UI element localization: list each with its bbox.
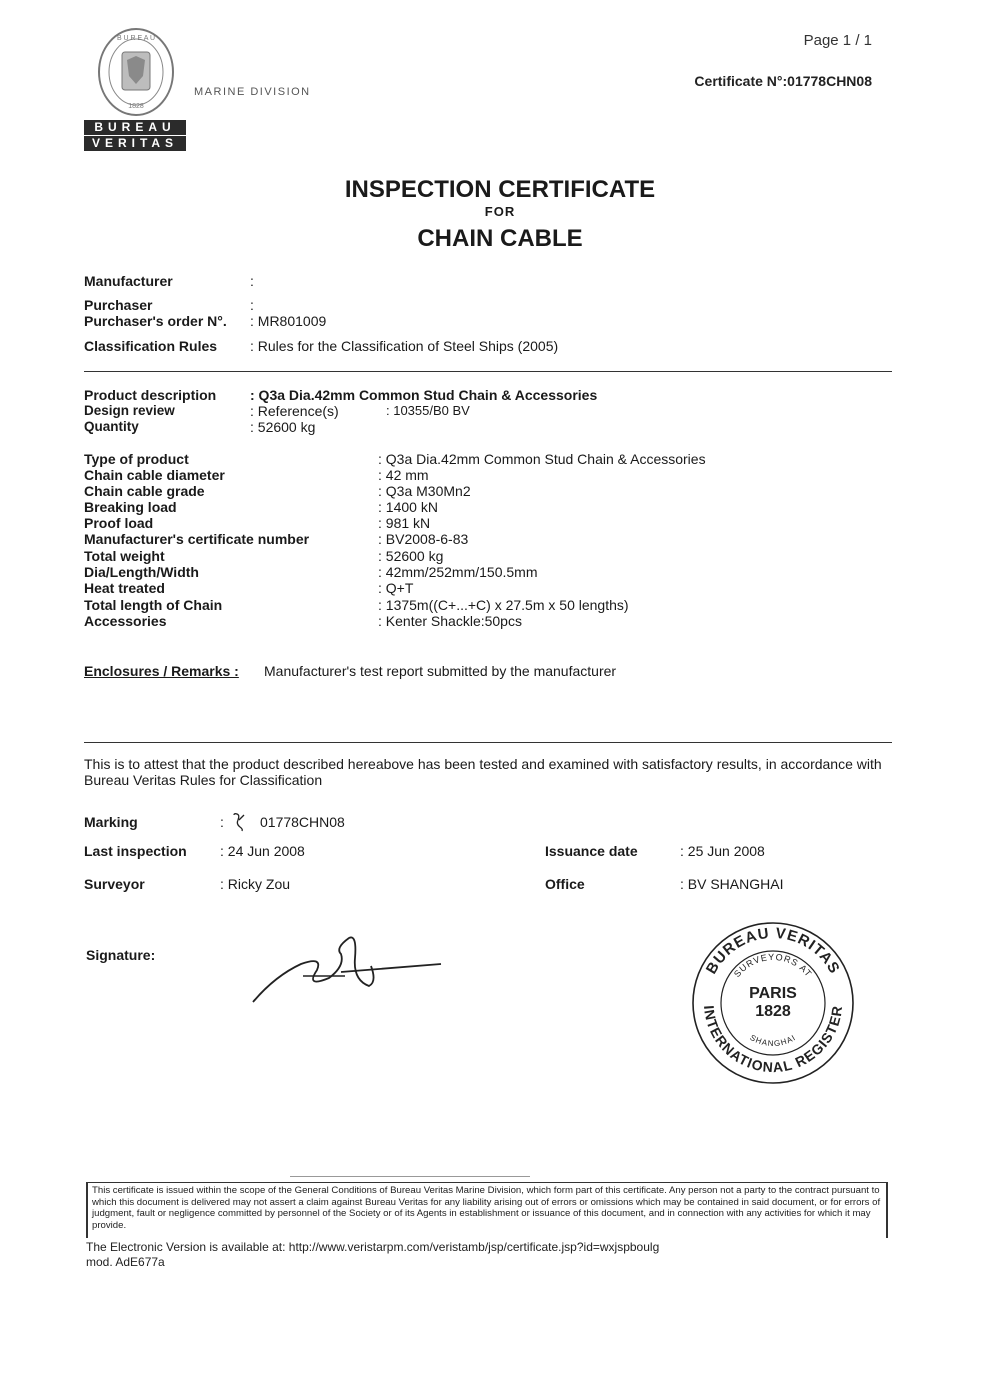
brand-wordmark: [84, 120, 186, 152]
division-name: MARINE DIVISION: [194, 86, 311, 98]
page-number: Page 1 / 1: [803, 32, 872, 49]
spec-value-proof-load: : 981 kN: [378, 515, 431, 531]
spec-value-total-length: : 1375m((C+...+C) x 27.5m x 50 lengths): [378, 597, 629, 613]
purchaser-label: Purchaser: [84, 297, 153, 313]
manufacturer-value: :: [250, 273, 254, 289]
bureau-veritas-logo: [96, 26, 176, 118]
manufacturer-label: Manufacturer: [84, 273, 173, 289]
spec-label-heat-treated: Heat treated: [84, 580, 165, 596]
design-review-label: Design review: [84, 403, 175, 418]
stamp-year: 1828: [755, 1003, 791, 1020]
spec-value-total-weight: : 52600 kg: [378, 548, 444, 564]
spec-value-accessories: : Kenter Shackle:50pcs: [378, 613, 522, 629]
classification-rules-label: Classification Rules: [84, 338, 218, 354]
last-inspection-value: : 24 Jun 2008: [220, 843, 305, 859]
product-description-label: Product description: [84, 387, 217, 403]
remarks-label: Enclosures / Remarks :: [84, 663, 239, 679]
marking-label: Marking: [84, 814, 138, 830]
surveyor-signature: [245, 928, 445, 1008]
spec-value-heat-treated: : Q+T: [378, 580, 414, 596]
remarks-value: Manufacturer's test report submitted by the manufacturer: [264, 663, 617, 679]
document-subject: CHAIN CABLE: [417, 225, 583, 252]
quantity-label: Quantity: [84, 419, 139, 434]
office-label: Office: [545, 876, 585, 892]
spec-value-breaking-load: : 1400 kN: [378, 499, 438, 515]
svg-text:B U R E A U: B U R E A U: [116, 35, 156, 42]
signature-label: Signature:: [86, 947, 156, 963]
issuance-date-label: Issuance date: [545, 843, 638, 859]
spec-value-diameter: : 42 mm: [378, 467, 429, 483]
design-review-value: : Reference(s): [250, 403, 339, 419]
brand-line-1: BUREAU: [84, 120, 186, 135]
spec-value-dimensions: : 42mm/252mm/150.5mm: [378, 564, 538, 580]
stamp-inner-top-text: SURVEYORS AT: [731, 951, 815, 980]
stamp-outer-bottom-text: INTERNATIONAL REGISTER: [701, 1004, 846, 1076]
bureau-veritas-stamp: [690, 920, 856, 1086]
electronic-version-link[interactable]: The Electronic Version is available at: http://www.veristarpm.com/veristamb/jsp/certificate.jsp?id=wxjspboulg: [86, 1240, 660, 1254]
marking-colon: :: [220, 814, 224, 830]
spec-label-breaking-load: Breaking load: [84, 499, 177, 515]
attestation-line-1: This is to attest that the product described hereabove has been tested and examined with satisfactory results, in accordance with: [84, 756, 882, 772]
spec-label-total-length: Total length of Chain: [84, 597, 223, 613]
spec-label-diameter: Chain cable diameter: [84, 467, 225, 483]
surveyor-value: : Ricky Zou: [220, 876, 291, 892]
surveyor-label: Surveyor: [84, 876, 145, 892]
spec-label-type: Type of product: [84, 451, 189, 467]
last-inspection-label: Last inspection: [84, 843, 187, 859]
spec-label-total-weight: Total weight: [84, 548, 165, 564]
attestation-line-2: Bureau Veritas Rules for Classification: [84, 772, 323, 788]
stamp-outer-top-text: BUREAU VERITAS: [702, 924, 844, 978]
footer-top-rule: [290, 1176, 530, 1177]
product-description-value: : Q3a Dia.42mm Common Stud Chain & Accessories: [250, 387, 598, 403]
order-number-label: Purchaser's order N°.: [84, 313, 227, 329]
divider: [84, 742, 892, 743]
office-value: : BV SHANGHAI: [680, 876, 784, 892]
stamp-inner-bottom-text: SHANGHAI: [748, 1032, 798, 1049]
disclaimer-box: This certificate is issued within the scope of the General Conditions of Bureau Veritas Marine Division, which form part of this certificate. Any person not a party to the contract pursuant to which this document is delivered may not assert a claim against Bureau Veritas for any liability arising out of errors or omissions which may be contained in said document, or for errors of judgment, fault or negligence committed by personnel of the Society or of its Agents in establishment or issuance of this document, and in connection with any activities for which it may provide.: [86, 1182, 888, 1238]
spec-label-accessories: Accessories: [84, 613, 167, 629]
design-review-reference: : 10355/B0 BV: [386, 403, 470, 418]
brand-line-2: VERITAS: [84, 136, 186, 151]
spec-value-grade: : Q3a M30Mn2: [378, 483, 471, 499]
document-title: INSPECTION CERTIFICATE: [344, 176, 656, 203]
bv-marking-symbol: [231, 812, 247, 832]
stamp-city: PARIS: [749, 985, 797, 1002]
spec-label-grade: Chain cable grade: [84, 483, 205, 499]
order-number-value: : MR801009: [250, 313, 327, 329]
marking-value: 01778CHN08: [260, 814, 345, 830]
logo-year: 1828: [128, 103, 144, 110]
svg-text:SURVEYORS AT: [732, 952, 814, 979]
form-code: mod. AdE677a: [86, 1255, 165, 1269]
spec-value-mfr-cert: : BV2008-6-83: [378, 531, 469, 547]
spec-label-proof-load: Proof load: [84, 515, 154, 531]
purchaser-value: :: [250, 297, 254, 313]
issuance-date-value: : 25 Jun 2008: [680, 843, 765, 859]
spec-label-dimensions: Dia/Length/Width: [84, 564, 199, 580]
quantity-value: : 52600 kg: [250, 419, 316, 435]
svg-text:SHANGHAI: [748, 1033, 797, 1048]
spec-value-type: : Q3a Dia.42mm Common Stud Chain & Accessories: [378, 451, 706, 467]
divider: [84, 371, 892, 372]
certificate-number: Certificate N°:01778CHN08: [694, 73, 872, 89]
spec-label-mfr-cert: Manufacturer's certificate number: [84, 531, 310, 547]
classification-rules-value: : Rules for the Classification of Steel Ships (2005): [250, 338, 559, 354]
document-title-for: FOR: [484, 204, 516, 219]
